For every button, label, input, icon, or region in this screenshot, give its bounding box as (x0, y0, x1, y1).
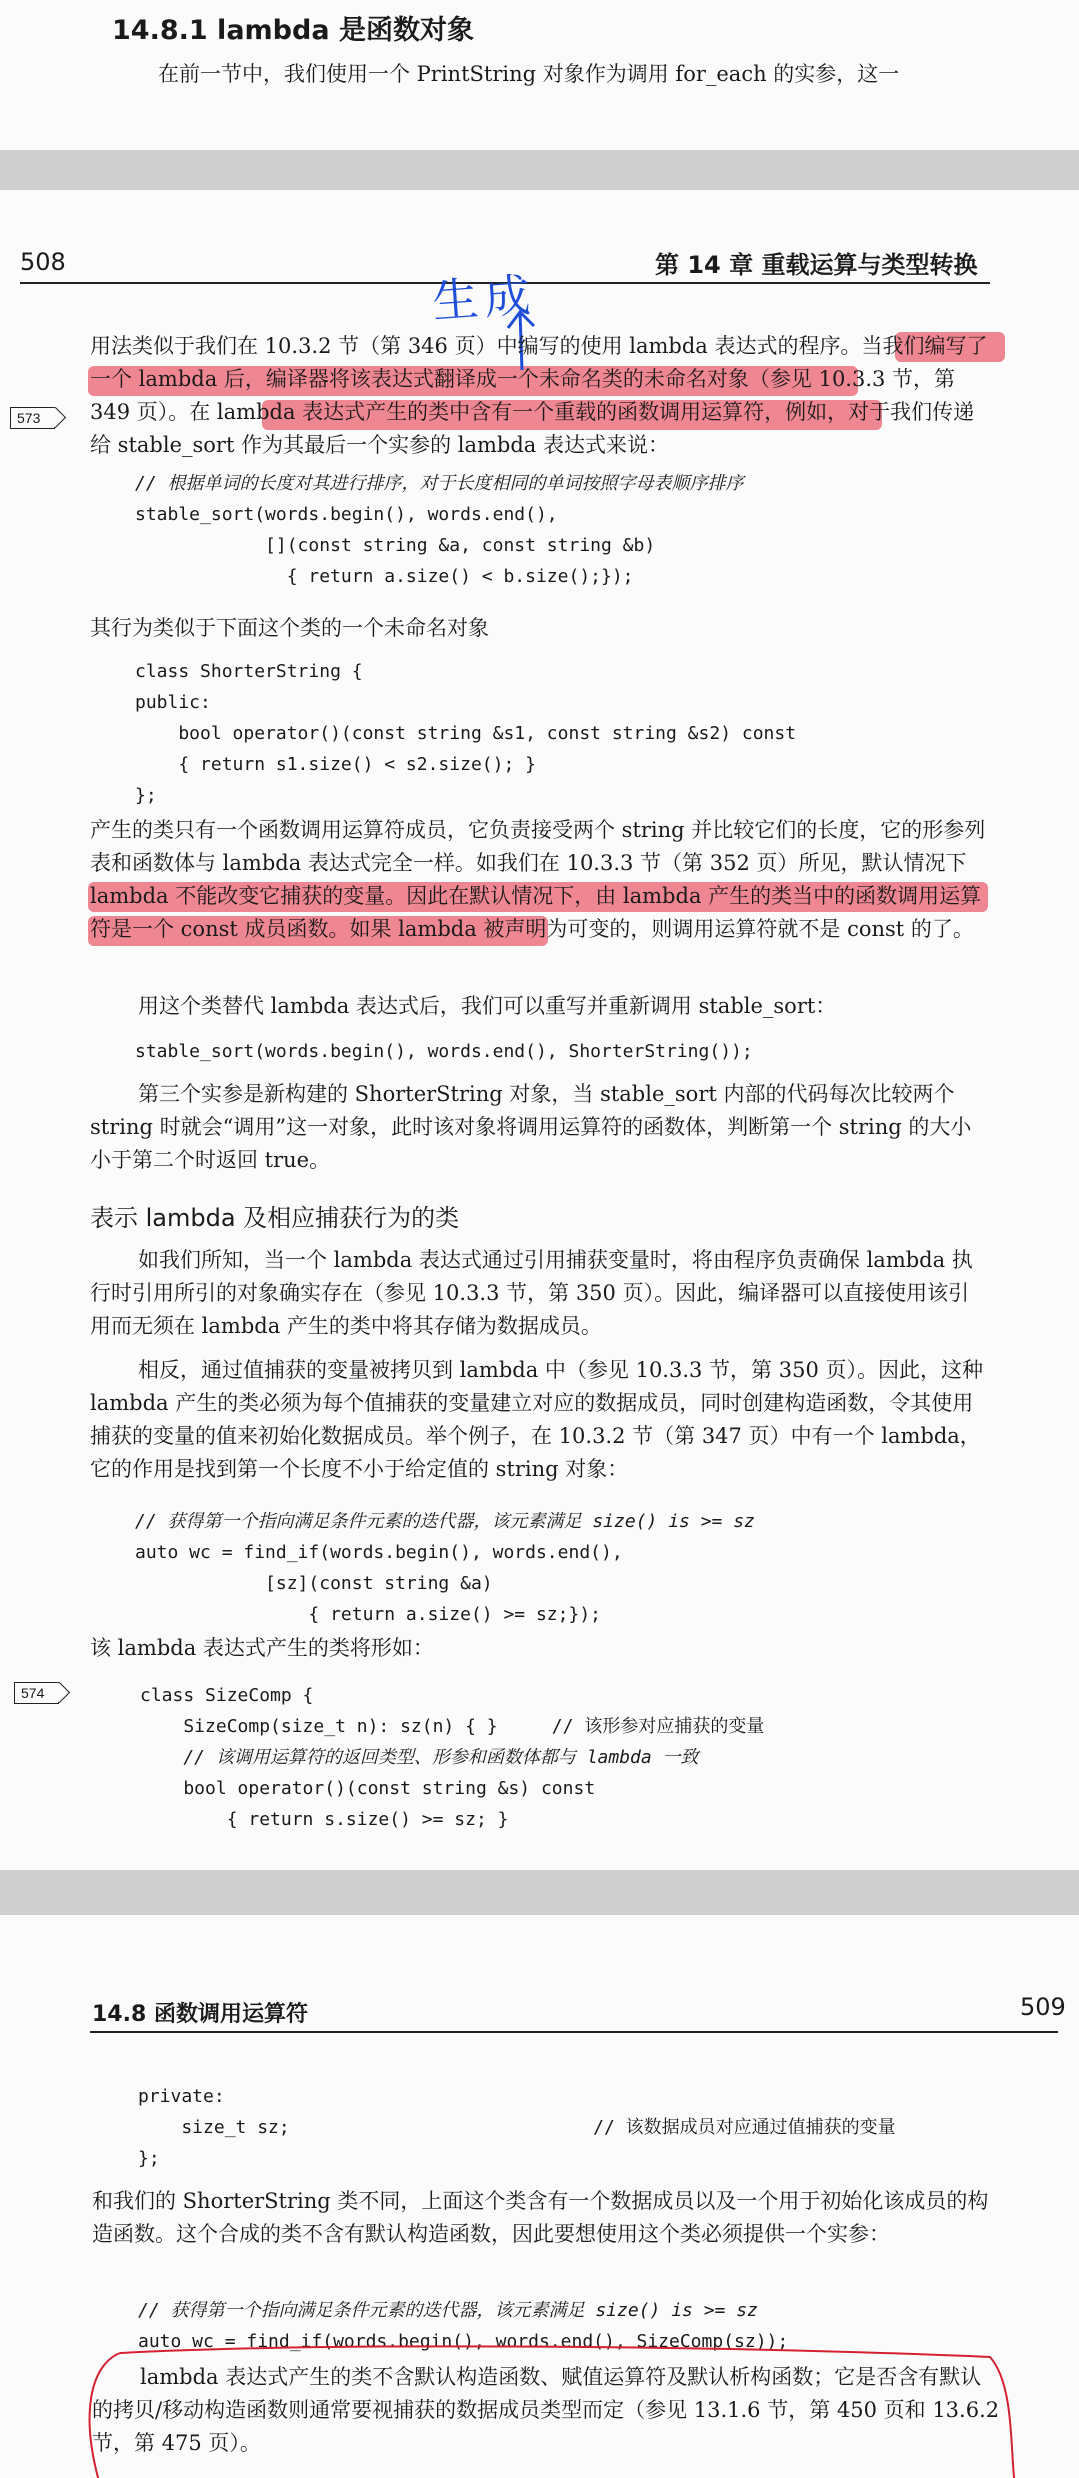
code-line: // 该调用运算符的返回类型、形参和函数体都与 lambda 一致 (140, 1747, 699, 1768)
code-block (135, 468, 744, 592)
code-block (135, 656, 796, 811)
code-line: stable_sort(words.begin(), words.end(), (135, 504, 558, 525)
code-line: [](const string &a, const string &b) (135, 535, 656, 556)
code-block (138, 2081, 896, 2174)
code-line: public: (135, 692, 211, 713)
code-line: { return s.size() >= sz; } (140, 1809, 509, 1830)
margin-marker: 573 (10, 407, 55, 429)
paragraph: 用这个类替代 lambda 表达式后，我们可以重写并重新调用 stable_sort： (138, 994, 837, 1018)
code-line: class ShorterString { (135, 661, 363, 682)
code-line: // 根据单词的长度对其进行排序，对于长度相同的单词按照字母表顺序排序 (135, 473, 744, 494)
subsection-heading: 表示 lambda 及相应捕获行为的类 (90, 1204, 460, 1232)
chapter-header: 第 14 章 重载运算与类型转换 (655, 251, 978, 279)
code-line: { return s1.size() < s2.size(); } (135, 754, 536, 775)
paragraph: 和我们的 ShorterString 类不同，上面这个类含有一个数据成员以及一个用于初始化该成员的构造函数。这个合成的类不含有默认构造函数，因此要想使用这个类必须提供一个实参： (92, 2189, 989, 2246)
code-line: stable_sort(words.begin(), words.end(), ShorterString()); (135, 1041, 753, 1062)
paragraph: lambda 表达式产生的类不含默认构造函数、赋值运算符及默认析构函数；它是否含有默认的拷贝/移动构造函数则通常要视捕获的数据成员类型而定（参见 13.1.6 节，第 450 页和 13.6.2 节，第 475 页）。 (92, 2365, 1000, 2455)
header-rule (90, 2031, 1058, 2033)
code-line: { return a.size() >= sz;}); (135, 1604, 601, 1625)
handwritten-circle-icon (60, 2345, 1020, 2478)
section-title: 14.8.1 lambda 是函数对象 (112, 15, 474, 46)
section-header: 14.8 函数调用运算符 (92, 2002, 308, 2027)
page-fragment-top (0, 0, 1079, 150)
body-line: 在前一节中，我们使用一个 PrintString 对象作为调用 for_each 的实参，这一 (158, 62, 900, 86)
page-509 (0, 1915, 1079, 2478)
code-line: bool operator()(const string &s) const (140, 1778, 596, 1799)
code-line: bool operator()(const string &s1, const string &s2) const (135, 723, 797, 744)
code-line: { return a.size() < b.size();}); (135, 566, 634, 587)
handwritten-note: 生成 (430, 267, 538, 329)
paragraph: 该 lambda 表达式产生的类将形如： (90, 1636, 434, 1660)
page-508 (0, 190, 1079, 1870)
paragraph: 产生的类只有一个函数调用运算符成员，它负责接受两个 string 并比较它们的长度，它的形参列表和函数体与 lambda 表达式完全一样。如我们在 10.3.3 节（第 352 页）所见，默认情况下 lambda 不能改变它捕获的变量。因此在默认情况下，由 lambda 产生的类当中的函数调用运算符是一个 const 成员函数。如果 lambda 被声明为可变的，则调用运算符就不是 const 的了。 (90, 818, 986, 941)
paragraph: 相反，通过值捕获的变量被拷贝到 lambda 中（参见 10.3.3 节，第 350 页）。因此，这种 lambda 产生的类必须为每个值捕获的变量建立对应的数据成员，同时创建构造函数，令其使用捕获的变量的值来初始化数据成员。举个例子，在 10.3.2 节（第 347 页）中有一个 lambda，它的作用是找到第一个长度不小于给定值的 string 对象： (90, 1358, 983, 1481)
page-number: 508 (20, 248, 66, 276)
code-line: class SizeComp { (140, 1685, 314, 1706)
code-block (140, 1680, 764, 1835)
paragraph: 如我们所知，当一个 lambda 表达式通过引用捕获变量时，将由程序负责确保 lambda 执行时引用所引的对象确实存在（参见 10.3.3 节，第 350 页）。因此，编译器可以直接使用该引用而无须在 lambda 产生的类中将其存储为数据成员。 (90, 1248, 973, 1338)
code-line: auto wc = find_if(words.begin(), words.end(), (135, 1542, 623, 1563)
code-line: SizeComp(size_t n): sz(n) { } // 该形参对应捕获的变量 (140, 1716, 765, 1737)
code-line: [sz](const string &a) (135, 1573, 493, 1594)
paragraph: 其行为类似于下面这个类的一个未命名对象 (90, 616, 489, 640)
code-line: // 获得第一个指向满足条件元素的迭代器，该元素满足 size() is >= sz (135, 1511, 755, 1532)
paragraph: 第三个实参是新构建的 ShorterString 对象，当 stable_sort 内部的代码每次比较两个 string 时就会“调用”这一对象，此时该对象将调用运算符的函数体，判断第一个 string 的大小小于第二个时返回 true。 (90, 1082, 972, 1172)
code-line: auto wc = find_if(words.begin(), words.end(), SizeComp(sz)); (138, 2331, 789, 2352)
code-line: }; (138, 2148, 160, 2169)
page-number: 509 (1020, 1993, 1066, 2021)
margin-marker: 574 (14, 1682, 59, 1704)
code-line: private: (138, 2086, 225, 2107)
code-line: }; (135, 785, 157, 806)
code-line: // 获得第一个指向满足条件元素的迭代器，该元素满足 size() is >= sz (138, 2300, 758, 2321)
paragraph: 用法类似于我们在 10.3.2 节（第 346 页）中编写的使用 lambda 表达式的程序。当我们编写了一个 lambda 后，编译器将该表达式翻译成一个未命名类的未命名对象（参见 10.3.3 节，第 349 页）。在 lambda 表达式产生的类中含有一个重载的函数调用运算符，例如，对于我们传递给 stable_sort 作为其最后一个实参的 lambda 表达式来说： (90, 334, 988, 457)
code-block (135, 1506, 755, 1630)
code-line: size_t sz; // 该数据成员对应通过值捕获的变量 (138, 2117, 896, 2138)
